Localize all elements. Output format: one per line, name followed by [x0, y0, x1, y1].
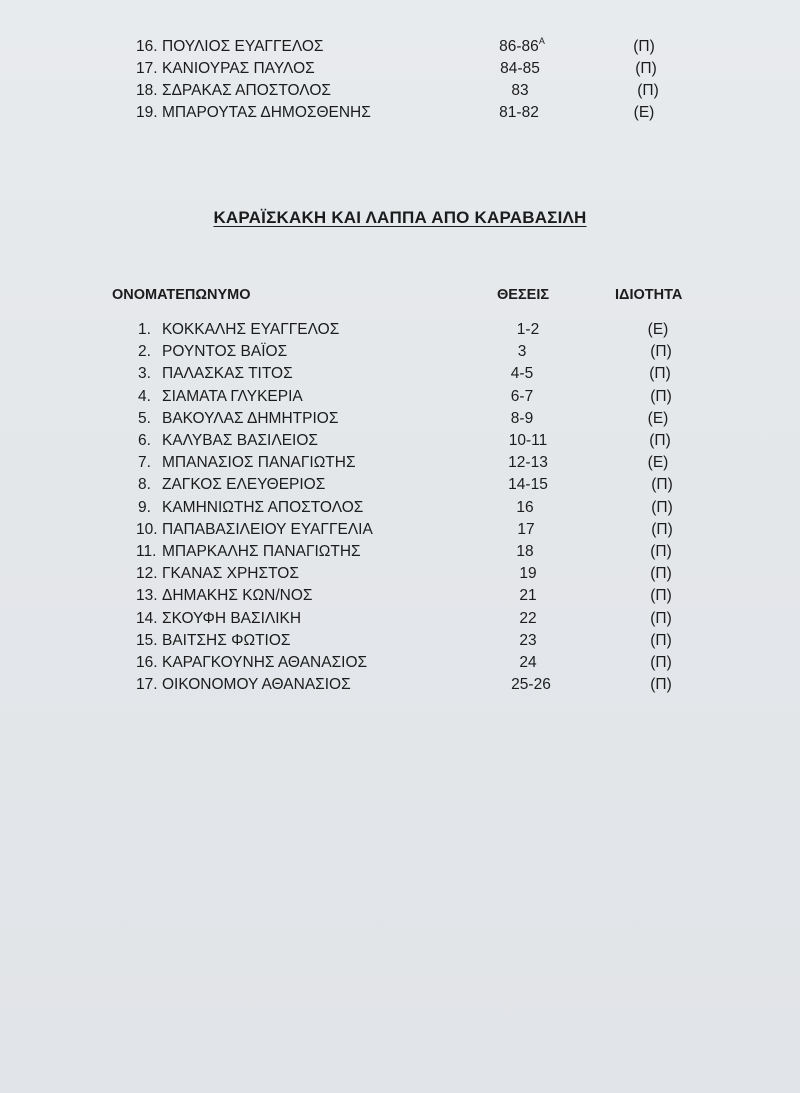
row-number: 12. — [136, 565, 158, 582]
item-name: ΜΠΑΡΟΥΤΑΣ ΔΗΜΟΣΘΕΝΗΣ — [162, 104, 371, 121]
table-row — [0, 563, 800, 585]
row-role: (Π) — [649, 432, 671, 449]
row-positions: 21 — [519, 587, 537, 604]
table-row — [0, 363, 800, 385]
row-name: ΔΗΜΑΚΗΣ ΚΩΝ/ΝΟΣ — [162, 587, 313, 604]
table-row — [0, 608, 800, 630]
table-row — [0, 652, 800, 674]
item-number: 18. — [136, 82, 158, 99]
row-number: 11. — [136, 543, 157, 560]
row-number: 9. — [138, 499, 151, 516]
row-role: (Π) — [649, 365, 671, 382]
row-positions: 6-7 — [510, 388, 534, 405]
row-positions: 22 — [519, 610, 537, 627]
item-name: ΠΟΥΛΙΟΣ ΕΥΑΓΓΕΛΟΣ — [162, 38, 324, 55]
table-row — [0, 430, 800, 452]
row-number: 8. — [138, 476, 151, 493]
row-role: (Ε) — [647, 321, 669, 338]
column-header-role: ΙΔΙΟΤΗΤΑ — [615, 287, 683, 303]
table-row — [0, 630, 800, 652]
table-row — [0, 674, 800, 696]
table-row — [0, 585, 800, 607]
table-row — [0, 497, 800, 519]
column-header-name: ΟΝΟΜΑΤΕΠΩΝΥΜΟ — [112, 287, 251, 303]
row-name: ΜΠΑΡΚΑΛΗΣ ΠΑΝΑΓΙΩΤΗΣ — [162, 543, 361, 560]
row-role: (Ε) — [647, 454, 669, 471]
row-positions: 18 — [516, 543, 534, 560]
row-positions: 3 — [517, 343, 527, 360]
list-item — [0, 102, 800, 124]
table-row — [0, 452, 800, 474]
row-positions: 10-11 — [508, 432, 548, 449]
row-number: 15. — [136, 632, 158, 649]
item-role: (Ε) — [633, 104, 655, 121]
row-role: (Π) — [650, 343, 672, 360]
row-positions: 16 — [516, 499, 534, 516]
row-name: ΜΠΑΝΑΣΙΟΣ ΠΑΝΑΓΙΩΤΗΣ — [162, 454, 356, 471]
row-name: ΣΚΟΥΦΗ ΒΑΣΙΛΙΚΗ — [162, 610, 302, 627]
row-name: ΖΑΓΚΟΣ ΕΛΕΥΘΕΡΙΟΣ — [162, 476, 326, 493]
table-row — [0, 408, 800, 430]
row-name: ΠΑΠΑΒΑΣΙΛΕΙΟΥ ΕΥΑΓΓΕΛΙΑ — [162, 521, 373, 538]
row-name: ΠΑΛΑΣΚΑΣ ΤΙΤΟΣ — [162, 365, 293, 382]
row-number: 16. — [136, 654, 158, 671]
table-row — [0, 386, 800, 408]
row-role: (Π) — [650, 654, 672, 671]
row-role: (Π) — [650, 388, 672, 405]
row-number: 17. — [136, 676, 158, 693]
row-positions: 1-2 — [516, 321, 540, 338]
row-number: 6. — [138, 432, 151, 449]
row-positions: 19 — [519, 565, 537, 582]
row-positions: 23 — [519, 632, 537, 649]
row-number: 7. — [138, 454, 151, 471]
row-role: (Π) — [650, 610, 672, 627]
row-name: ΒΑΙΤΣΗΣ ΦΩΤΙΟΣ — [162, 632, 291, 649]
list-item — [0, 58, 800, 80]
row-number: 3. — [138, 365, 151, 382]
row-name: ΓΚΑΝΑΣ ΧΡΗΣΤΟΣ — [162, 565, 299, 582]
list-item — [0, 36, 800, 58]
item-positions: 83 — [511, 82, 529, 99]
row-role: (Π) — [650, 676, 672, 693]
row-positions: 25-26 — [511, 676, 551, 693]
item-positions: 81-82 — [499, 104, 539, 121]
row-name: ΚΑΛΥΒΑΣ ΒΑΣΙΛΕΙΟΣ — [162, 432, 318, 449]
item-positions: $86-86^A$ — [499, 36, 545, 55]
row-name: ΡΟΥΝΤΟΣ ΒΑΪΟΣ — [162, 343, 288, 360]
row-name: ΟΙΚΟΝΟΜΟΥ ΑΘΑΝΑΣΙΟΣ — [162, 676, 351, 693]
row-role: (Π) — [651, 499, 673, 516]
row-positions: 12-13 — [508, 454, 548, 471]
row-name: ΣΙΑΜΑΤΑ ΓΛΥΚΕΡΙΑ — [162, 388, 303, 405]
table-row — [0, 519, 800, 541]
row-role: (Π) — [650, 543, 672, 560]
row-role: (Π) — [650, 632, 672, 649]
column-header-positions: ΘΕΣΕΙΣ — [497, 287, 550, 303]
row-name: ΒΑΚΟΥΛΑΣ ΔΗΜΗΤΡΙΟΣ — [162, 410, 339, 427]
table-row — [0, 319, 800, 341]
table-row — [0, 474, 800, 496]
row-role: (Π) — [651, 521, 673, 538]
row-positions: 24 — [519, 654, 537, 671]
table-row — [0, 341, 800, 363]
section-title: ΚΑΡΑΪΣΚΑΚΗ ΚΑΙ ΛΑΠΠΑ ΑΠΟ ΚΑΡΑΒΑΣΙΛΗ — [213, 208, 587, 227]
row-role: (Π) — [651, 476, 673, 493]
item-name: ΚΑΝΙΟΥΡΑΣ ΠΑΥΛΟΣ — [162, 60, 315, 77]
row-role: (Π) — [650, 587, 672, 604]
row-number: 4. — [138, 388, 151, 405]
row-number: 2. — [138, 343, 151, 360]
item-name: ΣΔΡΑΚΑΣ ΑΠΟΣΤΟΛΟΣ — [162, 82, 331, 99]
row-positions: 8-9 — [510, 410, 534, 427]
row-number: 14. — [136, 610, 158, 627]
row-name: ΚΟΚΚΑΛΗΣ ΕΥΑΓΓΕΛΟΣ — [162, 321, 340, 338]
row-name: ΚΑΡΑΓΚΟΥΝΗΣ ΑΘΑΝΑΣΙΟΣ — [162, 654, 368, 671]
table-row — [0, 541, 800, 563]
row-number: 5. — [138, 410, 151, 427]
row-positions: 17 — [517, 521, 535, 538]
item-positions: 84-85 — [500, 60, 540, 77]
row-number: 10. — [136, 521, 158, 538]
row-name: ΚΑΜΗΝΙΩΤΗΣ ΑΠΟΣΤΟΛΟΣ — [162, 499, 364, 516]
positions-superscript: Α — [538, 36, 545, 46]
row-role: (Ε) — [647, 410, 669, 427]
row-positions: 14-15 — [508, 476, 548, 493]
item-role: (Π) — [635, 60, 657, 77]
item-number: 16. — [136, 38, 158, 55]
row-number: 13. — [136, 587, 158, 604]
row-number: 1. — [138, 321, 151, 338]
item-number: 19. — [136, 104, 158, 121]
item-number: 17. — [136, 60, 158, 77]
row-role: (Π) — [650, 565, 672, 582]
item-role: (Π) — [633, 38, 655, 55]
item-role: (Π) — [637, 82, 659, 99]
list-item — [0, 80, 800, 102]
row-positions: 4-5 — [510, 365, 534, 382]
